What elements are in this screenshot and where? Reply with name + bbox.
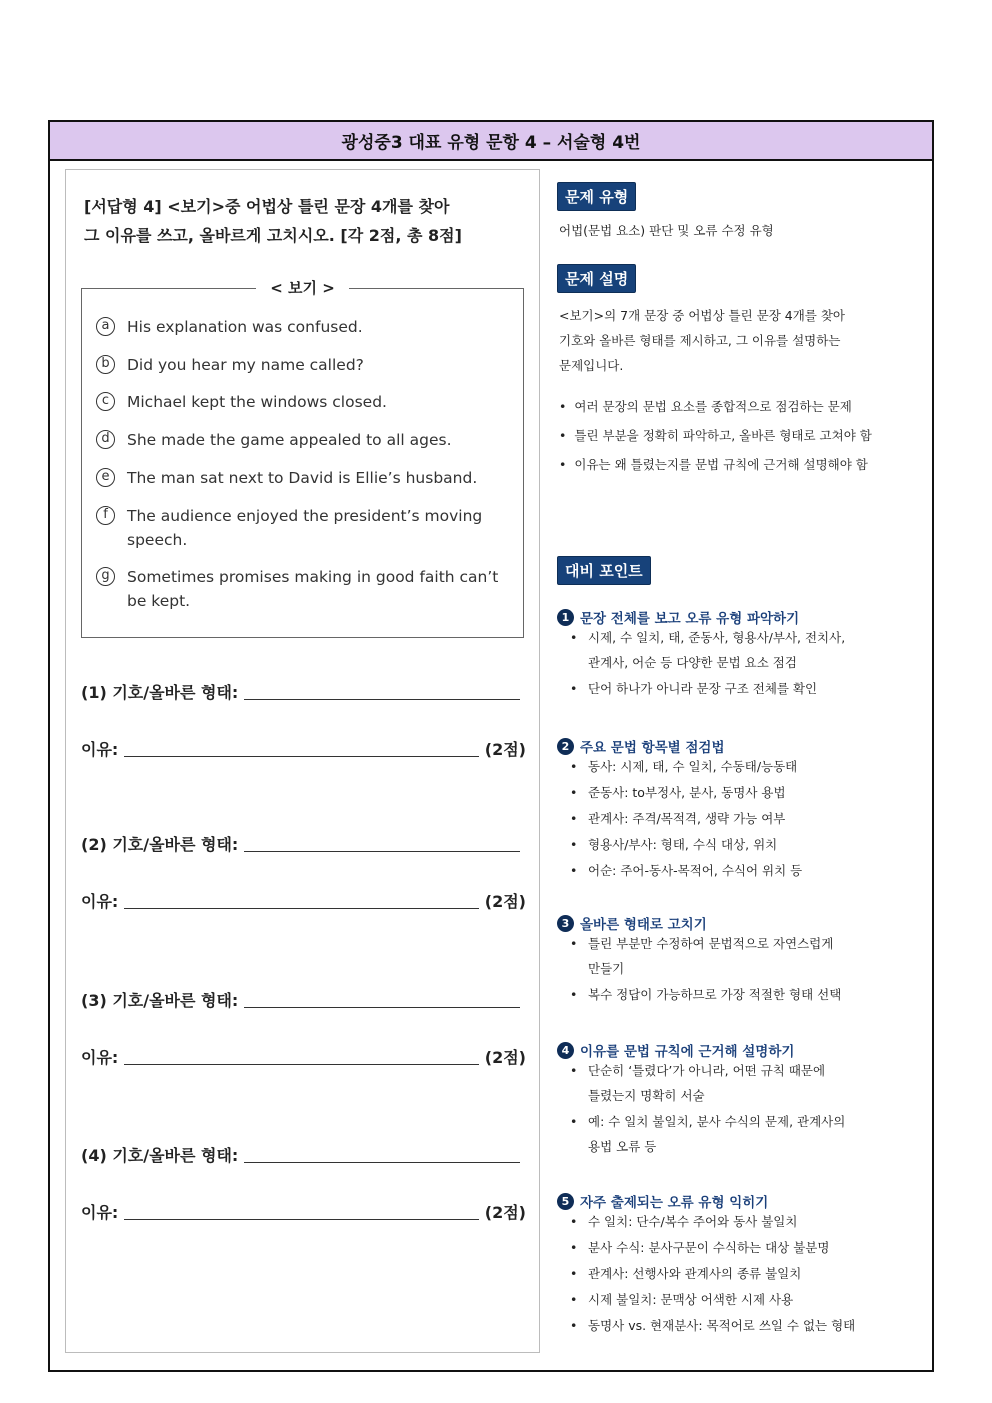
prep-section-heading [557,1191,768,1211]
description-tag: 문제 설명 [557,264,636,293]
answer-form-label: (1) 기호/올바른 형태: [81,683,239,702]
prep-bullet: • 예: 수 일치 불일치, 분사 수식의 문제, 관계사의 용법 오류 등 [571,1109,891,1159]
prep-bullet-line: 틀린 부분만 수정하여 문법적으로 자연스럽게 [588,936,834,951]
prep-bullet-line: 형용사/부사: 형태, 수식 대상, 위치 [588,837,778,852]
answer-points: (2점) [484,892,526,911]
bogi-item-marker: a [96,317,115,336]
bogi-item-marker: d [96,430,115,449]
bogi-item [96,353,506,377]
answer-points: (2점) [484,1048,526,1067]
prep-bullet-line: 단순히 ‘틀렸다’가 아니라, 어떤 규칙 때문에 [588,1063,826,1078]
prep-bullet: • 단어 하나가 아니라 문장 구조 전체를 확인 [571,676,891,701]
bogi-item-text: The audience enjoyed the president’s moving speech. [127,507,483,549]
question-title [84,192,529,250]
bogi-label: < 보기 > [256,279,349,297]
answer-reason-label: 이유: [81,1203,119,1222]
prep-bullet: • 준동사: to부정사, 분사, 동명사 용법 [571,780,891,805]
prep-section-title: 자주 출제되는 오류 유형 익히기 [580,1195,769,1211]
answer-form-row [81,1143,526,1166]
answer-form-row [81,832,526,855]
prep-section-title: 문장 전체를 보고 오류 유형 파악하기 [580,611,800,627]
prep-bullet: • 수 일치: 단수/복수 주어와 동사 불일치 [571,1209,891,1234]
bogi-item [96,428,506,452]
prep-bullet-line: 동명사 vs. 현재분사: 목적어로 쓰일 수 없는 형태 [588,1318,856,1333]
worksheet-frame [48,120,934,1372]
answer-reason-blank[interactable] [124,1063,478,1065]
answer-form-blank[interactable] [244,698,520,700]
bogi-item-marker: g [96,567,115,586]
bogi-item-text: Did you hear my name called? [127,356,364,374]
prep-bullet-line: 복수 정답이 가능하므로 가장 적절한 형태 선택 [588,987,842,1002]
answer-reason-label: 이유: [81,1048,119,1067]
bogi-box [81,279,524,638]
section-number-icon: 1 [557,609,574,626]
bogi-item-marker: f [96,506,115,525]
description-bullet: • 틀린 부분을 정확히 파악하고, 올바른 형태로 고쳐야 함 [559,425,872,447]
answer-reason-blank[interactable] [124,907,478,909]
bogi-item [96,466,506,490]
bogi-item [96,315,506,339]
answer-reason-row [81,1200,526,1223]
answer-form-label: (2) 기호/올바른 형태: [81,835,239,854]
type-text: 어법(문법 요소) 판단 및 오류 수정 유형 [559,223,774,238]
answer-points: (2점) [484,740,526,759]
prep-section-title: 이유를 문법 규칙에 근거해 설명하기 [580,1044,795,1060]
prep-bullet: • 틀린 부분만 수정하여 문법적으로 자연스럽게 만들기 [571,931,891,981]
prep-bullet: • 복수 정답이 가능하므로 가장 적절한 형태 선택 [571,982,891,1007]
prep-bullet: • 동명사 vs. 현재분사: 목적어로 쓰일 수 없는 형태 [571,1313,891,1338]
prep-bullet-line: 시제 불일치: 문맥상 어색한 시제 사용 [588,1292,794,1307]
bogi-item-marker: b [96,355,115,374]
answer-form-blank[interactable] [244,1006,520,1008]
prep-bullet-line: 관계사, 어순 등 다양한 문법 요소 점검 [588,655,797,670]
prep-bullet-line: 관계사: 주격/목적격, 생략 가능 여부 [588,811,786,826]
answer-form-label: (4) 기호/올바른 형태: [81,1146,239,1165]
prep-section-heading [557,607,799,627]
prep-section-title: 올바른 형태로 고치기 [580,917,707,933]
prep-bullet-line: 분사 수식: 분사구문이 수식하는 대상 불분명 [588,1240,830,1255]
bogi-item-text: Sometimes promises making in good faith can’t be kept. [127,568,499,610]
description-line-3: 문제입니다. [559,358,624,373]
question-title-line-1: [서답형 4] <보기>중 어법상 틀린 문장 4개를 찾아 [84,197,450,216]
bogi-item-text: Michael kept the windows closed. [127,393,387,411]
answer-form-row [81,680,526,703]
prep-bullet: • 분사 수식: 분사구문이 수식하는 대상 불분명 [571,1235,891,1260]
prep-bullet-line: 만들기 [588,961,625,976]
prep-bullet: • 단순히 ‘틀렸다’가 아니라, 어떤 규칙 때문에 틀렸는지 명확히 서술 [571,1058,891,1108]
section-number-icon: 2 [557,738,574,755]
answer-reason-label: 이유: [81,740,119,759]
answer-reason-blank[interactable] [124,1218,478,1220]
prep-bullet-line: 어순: 주어-동사-목적어, 수식어 위치 등 [588,863,803,878]
bogi-item-text: The man sat next to David is Ellie’s husband. [127,469,478,487]
answer-form-label: (3) 기호/올바른 형태: [81,991,239,1010]
prep-bullet: • 어순: 주어-동사-목적어, 수식어 위치 등 [571,858,891,883]
prep-bullet-line: 단어 하나가 아니라 문장 구조 전체를 확인 [588,681,818,696]
prep-bullet-line: 동사: 시제, 태, 수 일치, 수동태/능동태 [588,759,798,774]
prep-points-tag: 대비 포인트 [557,556,651,585]
prep-bullet: • 관계사: 선행사와 관계사의 종류 불일치 [571,1261,891,1286]
prep-bullet: • 관계사: 주격/목적격, 생략 가능 여부 [571,806,891,831]
description-line-2: 기호와 올바른 형태를 제시하고, 그 이유를 설명하는 [559,333,841,348]
prep-bullet-line: 관계사: 선행사와 관계사의 종류 불일치 [588,1266,802,1281]
bogi-item [96,504,506,552]
answer-reason-blank[interactable] [124,755,478,757]
section-number-icon: 5 [557,1193,574,1210]
description-line-1: <보기>의 7개 문장 중 어법상 틀린 문장 4개를 찾아 [559,308,845,323]
bogi-item-marker: e [96,468,115,487]
prep-bullet-line: 시제, 수 일치, 태, 준동사, 형용사/부사, 전치사, [588,630,846,645]
section-number-icon: 4 [557,1042,574,1059]
prep-bullet: • 시제 불일치: 문맥상 어색한 시제 사용 [571,1287,891,1312]
prep-section-title: 주요 문법 항목별 점검법 [580,740,725,756]
description-bullet: • 여러 문장의 문법 요소를 종합적으로 점검하는 문제 [559,396,852,418]
bogi-item [96,565,506,613]
question-panel [65,169,540,1353]
answer-reason-label: 이유: [81,892,119,911]
section-number-icon: 3 [557,915,574,932]
answer-form-row [81,988,526,1011]
answer-form-blank[interactable] [244,850,520,852]
prep-bullet-line: 예: 수 일치 불일치, 분사 수식의 문제, 관계사의 [588,1114,846,1129]
bogi-item [96,390,506,414]
prep-section-heading [557,1040,794,1060]
prep-bullet-line: 용법 오류 등 [588,1139,657,1154]
answer-form-blank[interactable] [244,1161,520,1163]
prep-bullet-line: 틀렸는지 명확히 서술 [588,1088,705,1103]
answer-reason-row [81,1045,526,1068]
prep-section-heading [557,913,707,933]
prep-bullet: • 동사: 시제, 태, 수 일치, 수동태/능동태 [571,754,891,779]
answer-reason-row [81,889,526,912]
answer-points: (2점) [484,1203,526,1222]
page-banner: 광성중3 대표 유형 문항 4 – 서술형 4번 [50,122,932,161]
bogi-item-marker: c [96,392,115,411]
prep-bullet-line: 수 일치: 단수/복수 주어와 동사 불일치 [588,1214,798,1229]
prep-bullet-line: 준동사: to부정사, 분사, 동명사 용법 [588,785,786,800]
type-tag: 문제 유형 [557,182,636,211]
prep-bullet: • 시제, 수 일치, 태, 준동사, 형용사/부사, 전치사, 관계사, 어순 등 다양한 문법 요소 점검 [571,625,891,675]
answer-reason-row [81,737,526,760]
bogi-item-text: She made the game appealed to all ages. [127,431,452,449]
question-title-line-2: 그 이유를 쓰고, 올바르게 고치시오. [각 2점, 총 8점] [84,226,462,245]
prep-bullet: • 형용사/부사: 형태, 수식 대상, 위치 [571,832,891,857]
bogi-item-text: His explanation was confused. [127,318,363,336]
description-bullet: • 이유는 왜 틀렸는지를 문법 규칙에 근거해 설명해야 함 [559,454,868,476]
prep-section-heading [557,736,725,756]
